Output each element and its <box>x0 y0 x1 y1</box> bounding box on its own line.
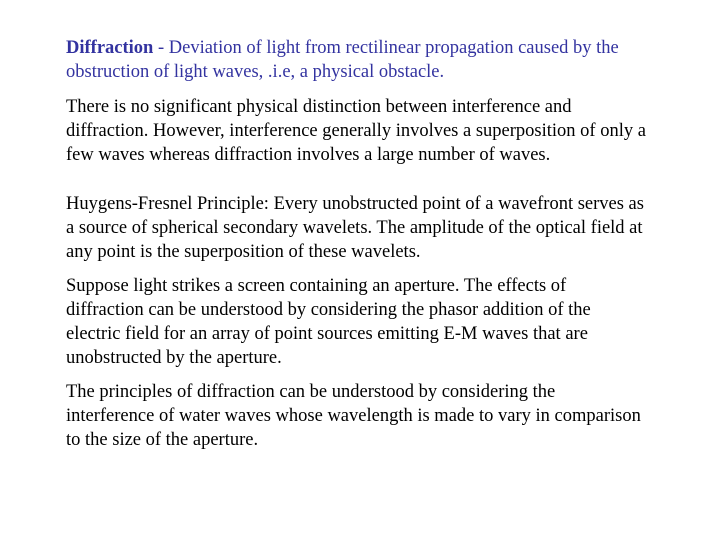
huygens-fresnel-paragraph: Huygens-Fresnel Principle: Every unobstructed point of a wavefront serves as a source of spherical secondary wavelets. The amplitude of the optical field at any point is the superposition of these wavelets. <box>66 194 644 262</box>
interference-vs-diffraction-paragraph: There is no significant physical distinction between interference and diffraction. However, interference generally involves a superposition of only a few waves whereas diffraction involves a large number of waves. <box>66 97 646 165</box>
diffraction-definition <box>66 36 646 84</box>
definition-text: - Deviation of light from rectilinear propagation caused by the obstruction of light waves, .i.e, a physical obstacle. <box>66 38 619 82</box>
aperture-paragraph: Suppose light strikes a screen containing an aperture. The effects of diffraction can be understood by considering the phasor addition of the electric field for an array of point sources emitting E-M waves that are unobstructed by the aperture. <box>66 276 591 368</box>
definition-term: Diffraction <box>66 38 154 58</box>
slide-content <box>66 36 646 452</box>
water-waves-paragraph: The principles of diffraction can be understood by considering the interference of water waves whose wavelength is made to vary in comparison to the size of the aperture. <box>66 382 641 450</box>
